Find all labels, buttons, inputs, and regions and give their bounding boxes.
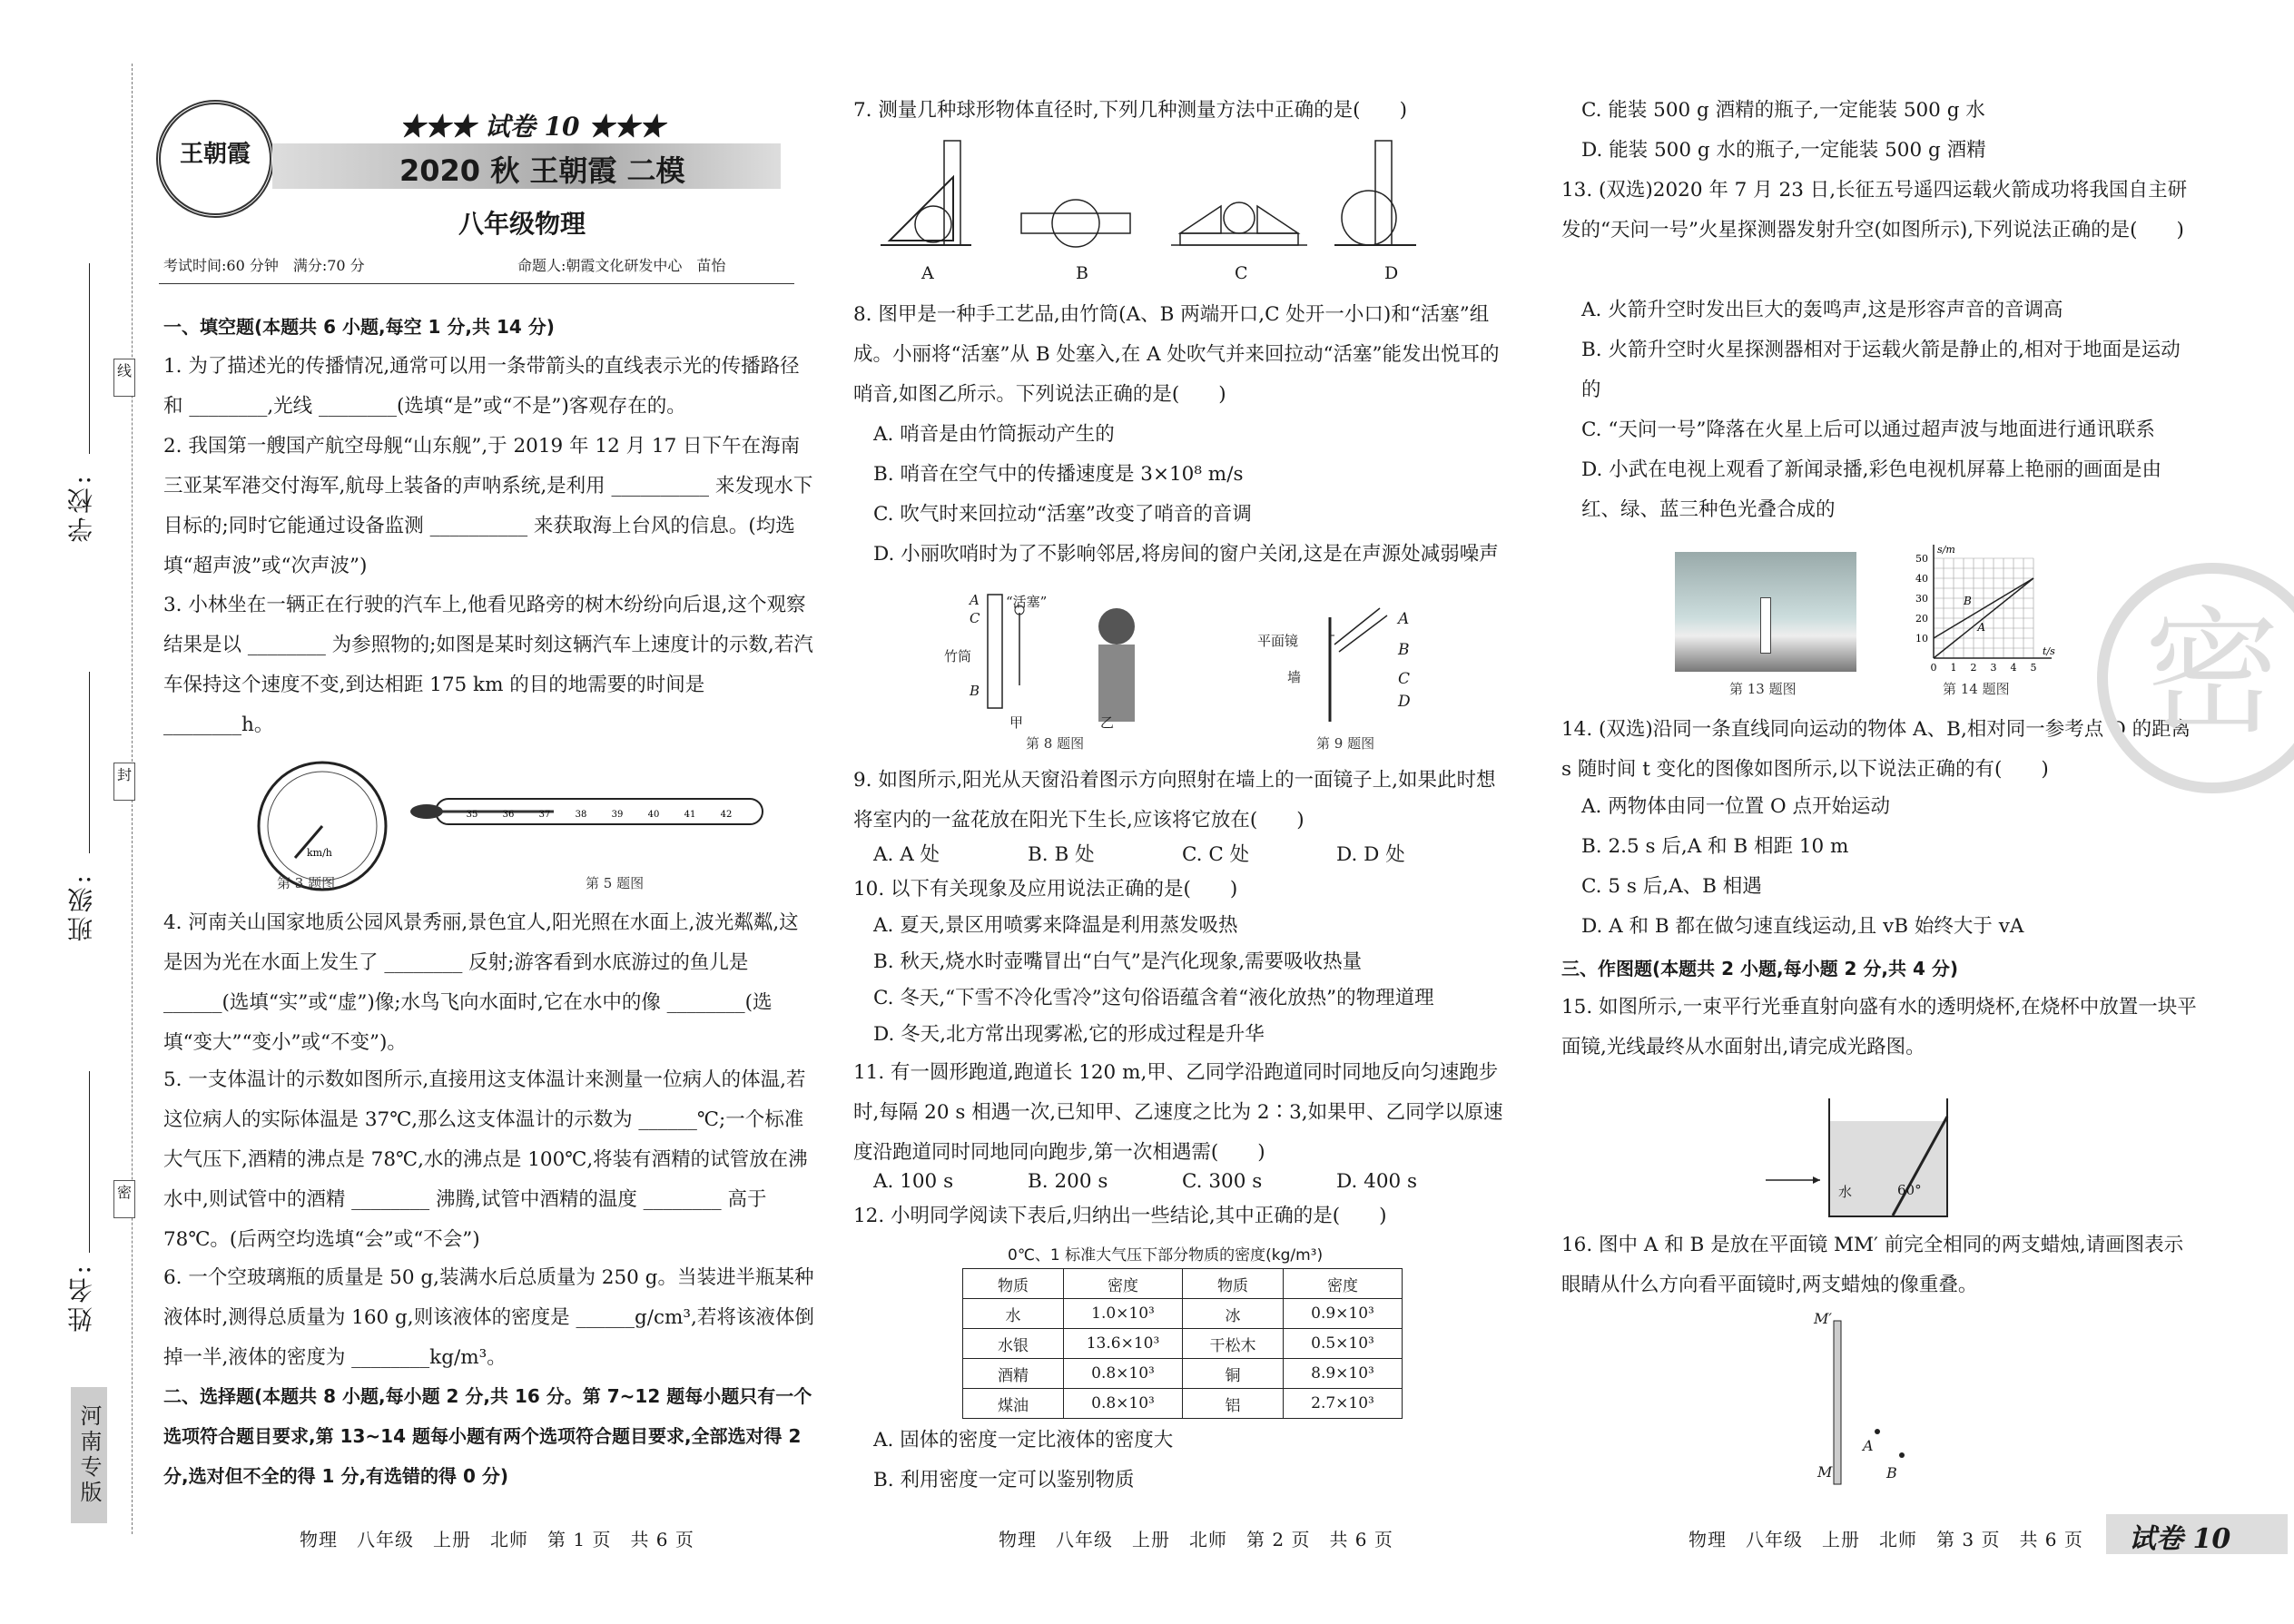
seal-mark-seal: 封 [113,763,135,801]
table-cell: 冰 [1183,1299,1284,1329]
question-12: 12. 小明同学阅读下表后,归纳出一些结论,其中正确的是( ) [853,1205,1387,1227]
fig8-label-a: A [970,592,980,608]
fig16-label-mprime: M′ [1814,1310,1833,1327]
fig8-label-yi: 乙 [1100,714,1115,731]
table-cell: 1.0×10³ [1064,1299,1183,1329]
table-cell: 水银 [963,1329,1064,1359]
class-field[interactable] [89,672,90,853]
thermometer-tick-label: 42 [720,810,733,820]
figure-13-caption: 第 13 题图 [1729,681,1797,697]
fig9-label-d: D [1398,693,1411,711]
q13-option-c[interactable]: C. “天问一号”降落在火星上后可以通过超声波与地面进行通讯联系 [1581,418,2155,441]
table-header: 密度 [1284,1269,1403,1299]
st-graph [1893,540,2065,676]
series-label-a: A [1977,621,1986,634]
question-4: 4. 河南关山国家地质公园风景秀丽,景色宜人,阳光照在水面上,波光粼粼,这是因为光在水面上发生了 ________ 反射;游客看到水底游过的鱼儿是 ______(选填“实”或“虚”)像;水鸟飞向水面时,它在水中的像 ________(选填“变大”“变小”或“不变”)。 [163,911,799,1054]
table-cell: 酒精 [963,1359,1064,1389]
q14-option-c[interactable]: C. 5 s 后,A、B 相遇 [1581,875,1762,898]
q13-option-d[interactable]: D. 小武在电视上观看了新闻录播,彩色电视机屏幕上艳丽的画面是由红、绿、蓝三种色光叠合成的 [1581,458,2161,521]
y-tick-label: 40 [1915,573,1928,585]
thermometer-tick-label: 37 [538,810,551,820]
rocket-icon [1760,597,1771,654]
y-axis-label: s/m [1937,544,1955,556]
table-row [963,1359,1403,1389]
fig9-label-mirror: 平面镜 [1257,633,1299,649]
paper-series: ★★★ 试卷 10 ★★★ [399,112,665,142]
question-13: 13. (双选)2020 年 7 月 23 日,长征五号遥四运载火箭成功将我国自主研发的“天问一号”火星探测器发射升空(如图所示),下列说法正确的是( ) [1561,179,2188,241]
table-cell: 铜 [1183,1359,1284,1389]
q11-option-d[interactable]: D. 400 s [1336,1170,1418,1193]
fig16-label-m: M [1817,1463,1833,1481]
y-tick-label: 50 [1915,553,1928,565]
exam-meta-right: 命题人:朝霞文化研发中心 苗怡 [517,257,726,274]
table-cell: 铝 [1183,1389,1284,1419]
series-label-b: B [1964,595,1972,607]
thermometer-tick-label: 39 [611,810,624,820]
rocket-photo [1675,552,1856,672]
question-7: 7. 测量几种球形物体直径时,下列几种测量方法中正确的是( ) [853,99,1407,122]
table-cell: 8.9×10³ [1284,1359,1403,1389]
q11-option-a[interactable]: A. 100 s [873,1170,954,1193]
q7-label-d: D [1384,263,1399,283]
q12-option-c[interactable]: C. 能装 500 g 酒精的瓶子,一定能装 500 g 水 [1581,99,1985,122]
section-drawing: 三、作图题(本题共 2 小题,每小题 2 分,共 4 分) [1561,958,1959,979]
figure-5-caption: 第 5 题图 [586,875,645,891]
q7-label-c: C [1235,263,1248,283]
q8-option-b[interactable]: B. 哨音在空气中的传播速度是 3×10⁸ m/s [873,463,1244,486]
thermometer-tick-label: 36 [502,810,515,820]
question-15: 15. 如图所示,一束平行光垂直射向盛有水的透明烧杯,在烧杯中放置一块平面镜,光线最终从水面射出,请完成光路图。 [1561,996,2197,1058]
figure-14-caption: 第 14 题图 [1943,681,2010,697]
fig9-label-c: C [1398,670,1411,688]
x-tick-label: 2 [1970,662,1977,674]
question-14-options [1581,787,2199,947]
fig16-label-a: A [1863,1437,1874,1454]
fig16-label-b: B [1886,1464,1897,1481]
table-cell: 0.5×10³ [1284,1329,1403,1359]
thermometer-figure [409,790,772,835]
x-tick-label: 3 [1990,662,1997,674]
question-14: 14. (双选)沿同一条直线同向运动的物体 A、B,相对同一参考点 O 的距离 s 随时间 t 变化的图像如图所示,以下说法正确的有( ) [1561,718,2191,781]
question-10: 10. 以下有关现象及应用说法正确的是( ) [853,878,1238,901]
question-6: 6. 一个空玻璃瓶的质量是 50 g,装满水后总质量为 250 g。当装进半瓶某种液体时,测得总质量为 160 g,则该液体的密度是 ______g/cm³,若将该液体倒掉一半,液体的密度为 ________kg/m³。 [163,1266,814,1369]
question-5: 5. 一支体温计的示数如图所示,直接用这支体温计来测量一位病人的体温,若这位病人的实际体温是 37℃,那么这支体温计的示数为 ______℃;一个标准大气压下,酒精的沸点是 78℃,水的沸点是 100℃,将装有酒精的试管放在沸水中,则试管中的酒精 ________ 沸腾,试管中酒精的温度 ________ 高于 78℃。(后两空均选填“会”或“不会”) [163,1068,808,1251]
table-cell: 干松木 [1183,1329,1284,1359]
figure-8-caption: 第 8 题图 [1026,735,1085,752]
table-row [963,1329,1403,1359]
x-tick-label: 1 [1950,662,1957,674]
q9-option-c[interactable]: C. C 处 [1182,843,1250,866]
x-tick-label: 5 [2030,662,2037,674]
question-8: 8. 图甲是一种手工艺品,由竹筒(A、B 两端开口,C 处开一小口)和“活塞”组成。小丽将“活塞”从 B 处塞入,在 A 处吹气并来回拉动“活塞”能发出悦耳的哨音,如图乙所示。下列说法正确的是( ) [853,303,1500,406]
logo: 王朝霞 [156,100,274,218]
density-table-wrap [962,1268,1403,1419]
q12-options-cont [1581,91,2208,171]
q12-option-b[interactable]: B. 利用密度一定可以鉴别物质 [873,1469,1135,1491]
q14-option-d[interactable]: D. A 和 B 都在做匀速直线运动,且 vB 始终大于 vA [1581,915,2024,938]
page-footer-2: 物理 八年级 上册 北师 第 2 页 共 6 页 [999,1529,1393,1550]
page-subtitle: 八年级物理 [458,209,586,239]
density-table-title: 0℃、1 标准大气压下部分物质的密度(kg/m³) [1008,1246,1324,1265]
q12-option-d[interactable]: D. 能装 500 g 水的瓶子,一定能装 500 g 酒精 [1581,139,1986,162]
q14-option-a[interactable]: A. 两物体由同一位置 O 点开始运动 [1581,795,1890,818]
name-field[interactable] [89,1071,90,1253]
seal-mark-line: 线 [113,359,135,397]
table-cell: 13.6×10³ [1064,1329,1183,1359]
density-table [962,1268,1403,1419]
table-header: 密度 [1064,1269,1183,1299]
page-title: 2020 秋 王朝霞 二模 [399,153,685,188]
question-16: 16. 图中 A 和 B 是放在平面镜 MM′ 前完全相同的两支蜡烛,请画图表示眼睛从什么方向看平面镜时,两支蜡烛的像重叠。 [1561,1234,2184,1296]
table-cell: 水 [963,1299,1064,1329]
edition-badge: 河南专版 [71,1387,107,1523]
section-choice: 二、选择题(本题共 8 小题,每小题 2 分,共 16 分。第 7~12 题每小题只有一个选项符合题目要求,第 13~14 题每小题有两个选项符合题目要求,全部选对得 2 分,选对但不全的得 1 分,有选错的得 0 分) [163,1385,812,1487]
fig9-label-b: B [1398,641,1410,659]
fig8-label-piston: “活塞” [1006,594,1048,610]
question-12-options [873,1421,1509,1501]
figure-15 [1766,1089,1965,1225]
table-cell: 煤油 [963,1389,1064,1419]
figure-16 [1816,1312,1943,1493]
q7-label-b: B [1076,263,1088,283]
q8-option-c[interactable]: C. 吹气时来回拉动“活塞”改变了哨音的音调 [873,503,1252,526]
school-field[interactable] [89,263,90,454]
x-axis-label: t/s [2043,645,2055,657]
fig8-label-jia: 甲 [1009,714,1024,731]
exam-meta-left: 考试时间:60 分钟 满分:70 分 [163,257,365,274]
figure-9-caption: 第 9 题图 [1316,735,1375,752]
figure-3-caption: 第 3 题图 [277,875,336,891]
q13-option-a[interactable]: A. 火箭升空时发出巨大的轰鸣声,这是形容声音的音调高 [1581,299,2063,321]
y-tick-label: 30 [1915,593,1928,605]
q10-option-c[interactable]: C. 冬天,“下雪不冷化雪冷”这句俗语蕴含着“液化放热”的物理道理 [873,987,1434,1009]
q7-label-a: A [921,263,934,283]
table-cell: 0.8×10³ [1064,1389,1183,1419]
thermometer-tick-label: 40 [647,810,660,820]
question-11: 11. 有一圆形跑道,跑道长 120 m,甲、乙同学沿跑道同时同地反向匀速跑步时,每隔 20 s 相遇一次,已知甲、乙速度之比为 2∶3,如果甲、乙同学以原速度沿跑道同时同地同向跑步,第一次相遇需( ) [853,1061,1503,1164]
question-3: 3. 小林坐在一辆正在行驶的汽车上,他看见路旁的树木纷纷向后退,这个观察结果是以 ________ 为参照物的;如图是某时刻这辆汽车上速度计的示数,若汽车保持这个速度不变,到达相距 175 km 的目的地需要的时间是 ________h。 [163,594,813,736]
table-cell: 0.8×10³ [1064,1359,1183,1389]
header-divider [159,283,794,284]
q8-option-d[interactable]: D. 小丽吹哨时为了不影响邻居,将房间的窗户关闭,这是在声源处减弱噪声 [873,543,1499,566]
question-2: 2. 我国第一艘国产航空母舰“山东舰”,于 2019 年 12 月 17 日下午在海南三亚某军港交付海军,航母上装备的声呐系统,是利用 __________ 来发现水下目标的;同时它能通过设备监测 __________ 来获取海上台风的信息。(均选填“超声波”或“次声波”) [163,435,813,577]
seal-mark-secret: 密 [113,1180,135,1218]
x-tick-label: 0 [1930,662,1937,674]
name-label: 姓名: [66,1262,96,1333]
x-tick-label: 4 [2010,662,2017,674]
q9-option-a[interactable]: A. A 处 [873,843,940,866]
school-label: 学校: [66,472,96,543]
page-footer-1: 物理 八年级 上册 北师 第 1 页 共 6 页 [300,1529,694,1550]
table-row [963,1299,1403,1329]
thermometer-tick-label: 35 [466,810,478,820]
fig8-label-b: B [970,683,980,699]
fig15-label-angle: 60° [1897,1182,1922,1198]
y-tick-label: 20 [1915,613,1928,625]
class-label: 班级: [66,871,96,942]
table-header: 物质 [1183,1269,1284,1299]
q11-option-b[interactable]: B. 200 s [1028,1170,1108,1193]
q10-option-a[interactable]: A. 夏天,景区用喷雾来降温是利用蒸发吸热 [873,914,1238,937]
q12-option-a[interactable]: A. 固体的密度一定比液体的密度大 [873,1429,1174,1452]
watermark-seal: 密 [2097,563,2294,793]
question-13-options [1581,290,2199,530]
table-cell: 2.7×10³ [1284,1389,1403,1419]
fig9-label-a: A [1398,610,1410,628]
section-fill-blank: 一、填空题(本题共 6 小题,每空 1 分,共 14 分) [163,316,555,338]
question-8-options [873,415,1509,575]
q10-option-d[interactable]: D. 冬天,北方常出现雾凇,它的形成过程是升华 [873,1023,1265,1046]
figure-9 [1262,599,1462,726]
fig8-label-tube: 竹筒 [944,648,972,664]
q14-option-b[interactable]: B. 2.5 s 后,A 和 B 相距 10 m [1581,835,1849,858]
fig8-label-c: C [970,610,980,626]
q8-option-a[interactable]: A. 哨音是由竹筒振动产生的 [873,423,1115,446]
question-9: 9. 如图所示,阳光从天窗沿着图示方向照射在墙上的一面镜子上,如果此时想将室内的一盆花放在阳光下生长,应该将它放在( ) [853,769,1496,832]
q11-option-c[interactable]: C. 300 s [1182,1170,1263,1193]
question-7-figures [871,132,1507,268]
y-tick-label: 10 [1915,633,1928,645]
q9-option-b[interactable]: B. B 处 [1028,843,1095,866]
table-cell: 0.9×10³ [1284,1299,1403,1329]
page-footer-3: 物理 八年级 上册 北师 第 3 页 共 6 页 [1689,1529,2083,1550]
q13-option-b[interactable]: B. 火箭升空时火星探测器相对于运载火箭是静止的,相对于地面是运动的 [1581,339,2181,401]
fig15-label-water: 水 [1838,1184,1853,1200]
table-header: 物质 [963,1269,1064,1299]
speedometer-unit: km/h [307,847,332,859]
fig9-label-wall: 墙 [1287,669,1302,685]
table-row [963,1389,1403,1419]
q10-option-b[interactable]: B. 秋天,烧水时壶嘴冒出“白气”是汽化现象,需要吸收热量 [873,950,1363,973]
thermometer-tick-label: 41 [684,810,696,820]
thermometer-tick-label: 38 [575,810,587,820]
question-1: 1. 为了描述光的传播情况,通常可以用一条带箭头的直线表示光的传播路径和 ________,光线 ________(选填“是”或“不是”)客观存在的。 [163,355,800,418]
q9-option-d[interactable]: D. D 处 [1336,843,1405,866]
question-10-options [873,908,1509,1053]
paper-badge-text: 试卷 10 [2129,1523,2231,1555]
